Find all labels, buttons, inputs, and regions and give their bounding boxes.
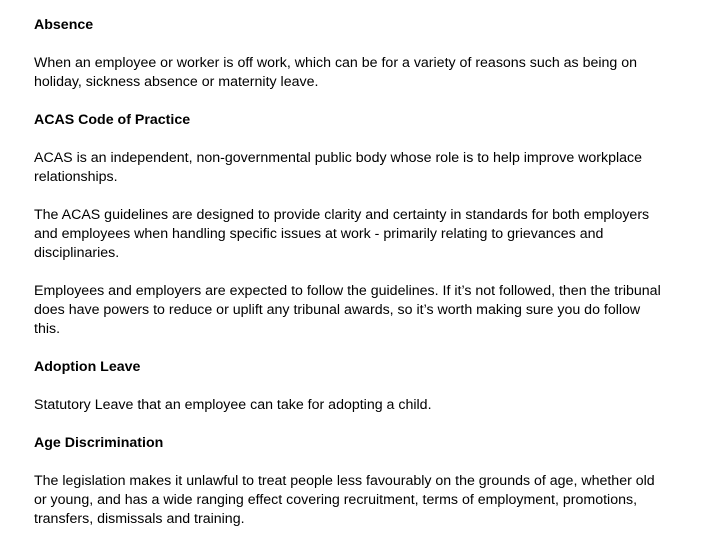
term-heading: Adoption Leave [34,359,141,375]
definition-paragraph: ACAS is an independent, non-governmental public body whose role is to help improve workplace relationships. [34,150,643,185]
glossary-entry-age-discrimination [34,434,664,529]
definition-paragraph: Statutory Leave that an employee can take for adopting a child. [34,397,432,413]
definition-paragraph: Employees and employers are expected to follow the guidelines. If it’s not followed, then the tribunal does have powers to reduce or uplift any tribunal awards, so it’s worth making sure you do follow this. [34,283,661,337]
glossary-entry-acas-code-of-practice [34,111,664,339]
definition-paragraph: The legislation makes it unlawful to treat people less favourably on the grounds of age, whether old or young, and has a wide ranging effect covering recruitment, terms of employment, promotions, transfers, dismissals and training. [34,473,655,527]
glossary-entry-adoption-leave [34,358,664,415]
definition-paragraph: When an employee or worker is off work, which can be for a variety of reasons such as being on holiday, sickness absence or maternity leave. [34,55,638,90]
definition-paragraph: The ACAS guidelines are designed to provide clarity and certainty in standards for both employers and employees when handling specific issues at work - primarily relating to grievances and disciplinaries. [34,207,650,261]
glossary-entry-absence [34,16,664,92]
term-heading: Age Discrimination [34,435,164,451]
term-heading: Absence [34,17,94,33]
term-heading: ACAS Code of Practice [34,112,191,128]
